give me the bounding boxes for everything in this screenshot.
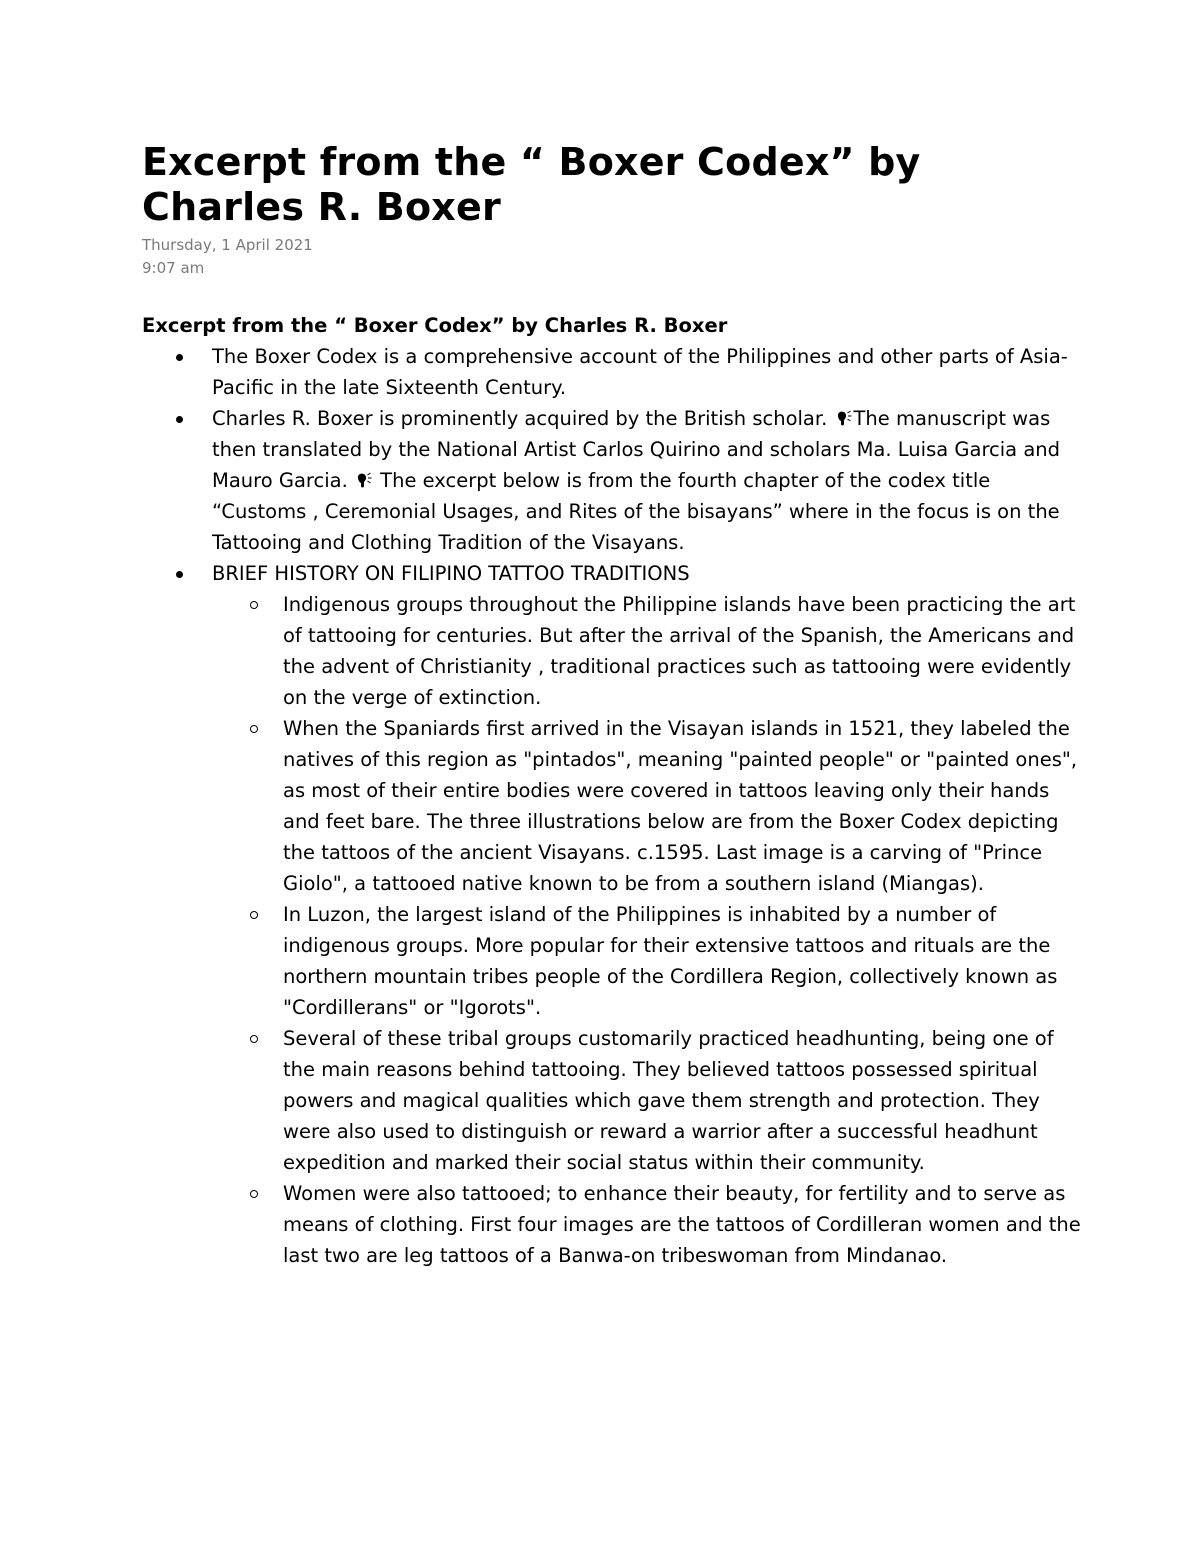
list-item — [142, 403, 1082, 558]
sub-list-item-text: Indigenous groups throughout the Philippine islands have been practicing the art of tattooing for centuries. But after the arrival of the Spanish, the Americans and the advent of Christianity , traditional practices such as tattooing were evidently on the verge of extinction. — [283, 593, 1076, 709]
page-title: Excerpt from the “ Boxer Codex” by Charles R. Boxer — [142, 140, 921, 229]
list-item — [142, 341, 1082, 403]
sub-list-item-text: In Luzon, the largest island of the Philippines is inhabited by a number of indigenous groups. More popular for their extensive tattoos and rituals are the northern mountain tribes people of the Cordillera Region, collectively known as "Cordillerans" or "Igorots". — [283, 903, 1058, 1019]
sub-list-item-text: Several of these tribal groups customarily practiced headhunting, being one of the main reasons behind tattooing. They believed tattoos possessed spiritual powers and magical qualities which gave them strength and protection. They were also used to distinguish or reward a warrior after a successful headhunt expedition and marked their social status within their community. — [283, 1027, 1054, 1174]
note-content — [142, 310, 1082, 1271]
sub-list-item — [212, 589, 1082, 713]
sub-list-item — [212, 899, 1082, 1023]
list-item — [142, 558, 1082, 1271]
sub-list-item — [212, 1023, 1082, 1178]
sub-list-item-text: When the Spaniards first arrived in the Visayan islands in 1521, they labeled the natives of this region as "pintados", meaning "painted people" or "painted ones", as most of their entire bodies were covered in tattoos leaving only their hands and feet bare. The three illustrations below are from the Boxer Codex depicting the tattoos of the ancient Visayans. c.1595. Last image is a carving of "Prince Giolo", a tattooed native known to be from a southern island (Miangas). — [283, 717, 1078, 895]
list-item-text: Charles R. Boxer is prominently acquired by the British scholar. — [212, 407, 834, 430]
speaker-icon[interactable] — [356, 471, 372, 489]
sub-bullet-marker — [250, 1190, 258, 1198]
sub-bullet-marker — [250, 1035, 258, 1043]
list-item-text: The Boxer Codex is a comprehensive account of the Philippines and other parts of Asia-Pacific in the late Sixteenth Century. — [212, 345, 1068, 399]
sub-list-item-text: Women were also tattooed; to enhance their beauty, for fertility and to serve as means of clothing. First four images are the tattoos of Cordilleran women and the last two are leg tattoos of a Banwa-on tribeswoman from Mindanao. — [283, 1182, 1081, 1267]
sub-list — [212, 589, 1082, 1271]
sub-list-item — [212, 713, 1082, 899]
sub-bullet-marker — [250, 725, 258, 733]
list-item-text: The manuscript was then translated by the National Artist Carlos Quirino and scholars Ma. Luisa Garcia and Mauro Garcia. — [212, 407, 1061, 492]
sub-bullet-marker — [250, 911, 258, 919]
note-time: 9:07 am — [142, 259, 205, 277]
list-item-text: BRIEF HISTORY ON FILIPINO TATTOO TRADITIONS — [212, 562, 690, 585]
list-item-text: The excerpt below is from the fourth chapter of the codex title “Customs , Ceremonial Usages, and Rites of the bisayans” where in the focus is on the Tattooing and Clothing Tradition of the Visayans. — [212, 469, 1060, 554]
section-heading: Excerpt from the “ Boxer Codex” by Charles R. Boxer — [142, 314, 728, 337]
sub-bullet-marker — [250, 601, 258, 609]
sub-list-item — [212, 1178, 1082, 1271]
speaker-icon[interactable] — [836, 409, 852, 427]
bullet-marker — [176, 354, 183, 361]
note-date: Thursday, 1 April 2021 — [142, 236, 313, 254]
bullet-list — [142, 341, 1082, 1271]
bullet-marker — [176, 571, 183, 578]
bullet-marker — [176, 416, 183, 423]
